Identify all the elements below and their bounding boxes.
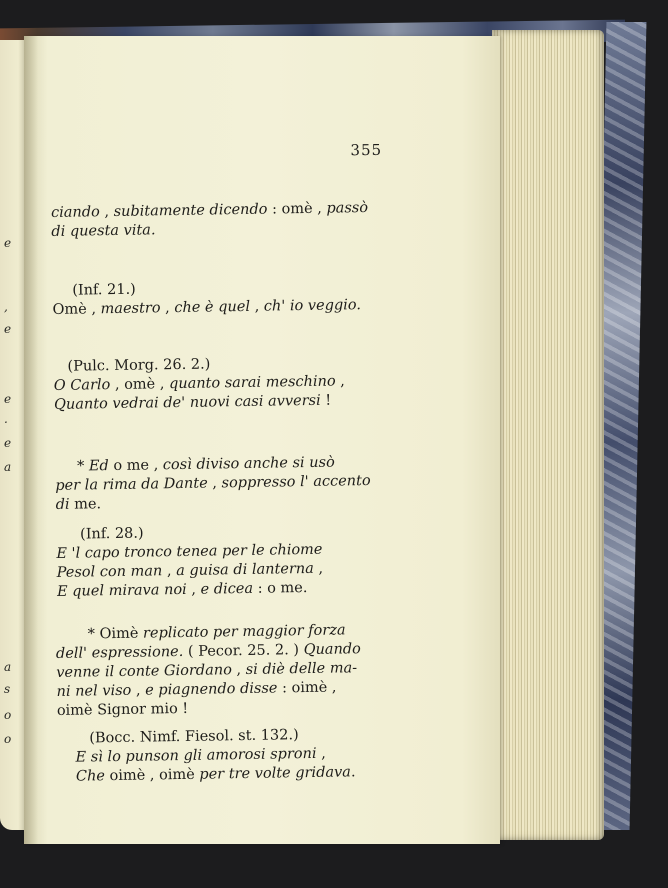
text-segment: , (160, 300, 175, 317)
text-segment: (Bocc. Nimf. Fiesol. st. 132.) (89, 727, 299, 747)
left-page-fragment: e (4, 322, 12, 336)
text-segment: così diviso anche si usò (162, 454, 335, 474)
text-segment: * Oimè (87, 625, 144, 643)
text-segment: E sì lo punson gli amorosi sproni (75, 745, 317, 766)
text-segment: (Pulc. Morg. 26. 2.) (67, 356, 211, 375)
text-segment: Quanto vedrai de' nuovi casi avversi (53, 392, 321, 413)
left-page-fragment: a (4, 660, 12, 674)
text-segment: oimè , oimè (104, 766, 200, 785)
text-block (59, 725, 392, 787)
text-line (52, 296, 384, 320)
left-page-fragment: , (4, 300, 8, 314)
text-segment: me. (69, 496, 102, 513)
text-segment: ch' io veggio. (263, 297, 362, 315)
text-segment: : oimè , (277, 679, 337, 697)
text-segment: venne il conte Giordano (56, 662, 232, 681)
text-segment: Ed (88, 458, 109, 475)
left-page-fragment: a (4, 460, 12, 474)
text-block (53, 353, 386, 415)
text-segment: replicato per maggior forza (142, 622, 346, 642)
text-segment: , (99, 204, 114, 221)
text-segment: o me , (108, 457, 163, 475)
text-segment: , (207, 475, 222, 492)
left-page-fragment: s (4, 682, 11, 696)
text-segment: e dicea (200, 580, 254, 598)
text-segment: di questa vita. (51, 222, 156, 240)
text-block (56, 521, 389, 602)
text-segment: Omè , (52, 301, 101, 318)
text-line (57, 697, 391, 721)
text-segment: si diè delle ma- (245, 660, 358, 678)
text-segment: (Inf. 28.) (79, 525, 144, 543)
text-segment: * (76, 458, 90, 475)
page-text (50, 140, 383, 785)
text-segment: Che (75, 768, 106, 785)
left-page-fragment: . (4, 412, 8, 426)
text-segment: di (55, 496, 70, 513)
text-segment: passò (326, 200, 369, 217)
page-gutter (24, 36, 38, 844)
text-segment: . (350, 764, 356, 781)
text-segment: , (249, 298, 264, 315)
text-line (60, 763, 392, 787)
text-segment: ni nel viso (56, 682, 132, 700)
text-segment: soppresso l' accento (221, 473, 371, 492)
text-segment: , omè , (110, 376, 170, 394)
book-page (24, 36, 500, 844)
text-segment: : omè , (267, 200, 327, 218)
text-segment: (Inf. 21.) (72, 281, 136, 299)
text-segment: : o me. (252, 580, 308, 597)
text-segment: per tre volte gridava (199, 764, 352, 783)
text-segment: ! (320, 392, 332, 409)
text-segment: , (316, 745, 326, 762)
text-segment: subitamente dicendo (113, 201, 268, 221)
text-segment: , (186, 581, 201, 598)
text-block (52, 277, 385, 320)
text-segment: maestro (100, 300, 161, 318)
text-segment: , (335, 373, 345, 390)
text-segment: E 'l capo tronco tenea per le chiome (56, 541, 323, 562)
text-block (51, 199, 384, 242)
text-segment: e piagnendo disse (145, 680, 278, 699)
text-segment: , (162, 563, 177, 580)
text-line (57, 578, 389, 602)
left-page-fragment: e (4, 236, 12, 250)
text-segment: ciando (50, 204, 100, 221)
text-block (55, 453, 388, 515)
text-segment: O Carlo (53, 377, 111, 394)
left-page-fragment: o (4, 732, 12, 746)
text-segment: , (231, 661, 246, 679)
left-page-fragment: e (4, 392, 12, 406)
text-segment: Pesol con man (56, 563, 163, 581)
text-segment: oimè Signor mio ! (56, 700, 189, 719)
text-segment: E quel mirava noi (56, 581, 187, 600)
text-segment: ( Pecor. 25. 2. ) (183, 642, 304, 660)
text-line (54, 391, 386, 415)
text-segment: dell' espressione. (55, 643, 184, 662)
page-number: 355 (350, 140, 383, 160)
text-segment: , (313, 560, 324, 577)
left-page-fragment: o (4, 708, 12, 722)
text-segment: per la rima da Dante (55, 475, 208, 494)
text-segment: Quando (303, 641, 361, 659)
left-facing-page (0, 40, 26, 830)
text-segment: a guisa di lanterna (176, 560, 314, 580)
left-page-fragment: e (4, 436, 12, 450)
page-block-edges (492, 30, 604, 840)
text-block (55, 621, 391, 721)
text-line (51, 218, 383, 242)
text-segment: quanto sarai meschino (168, 373, 336, 393)
text-segment: , (131, 682, 146, 699)
text-segment: che è quel (174, 298, 251, 317)
